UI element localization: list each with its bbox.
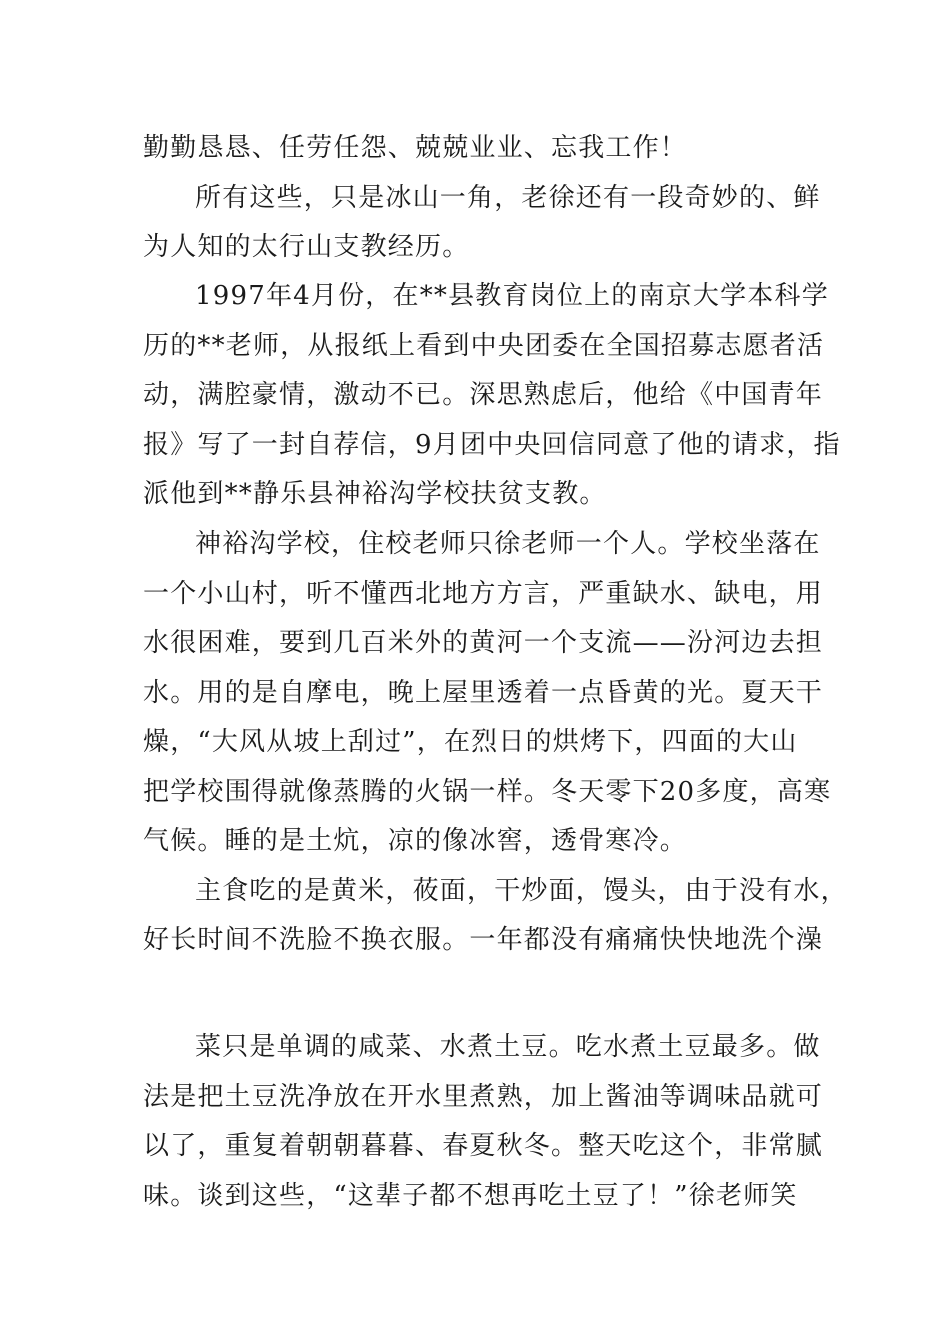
text-line-2: 所有这些，只是冰山一角，老徐还有一段奇妙的、鲜 [195, 183, 821, 213]
text-line-6: 动，满腔豪情，激动不已。深思熟虑后，他给《中国青年 [143, 380, 824, 410]
text-line-4: 1997年4月份，在**县教育岗位上的南京大学本科学 [195, 281, 829, 311]
text-line-1: 勤勤恳恳、任劳任怨、兢兢业业、忘我工作！ [143, 133, 688, 163]
text-line-8: 派他到**静乐县神裕沟学校扶贫支教。 [143, 479, 607, 509]
text-line-10: 一个小山村，听不懂西北地方方言，严重缺水、缺电，用 [143, 579, 824, 609]
text-line-11: 水很困难，要到几百米外的黄河一个支流——汾河边去担 [143, 628, 824, 658]
text-line-16: 主食吃的是黄米，莜面，干炒面，馒头，由于没有水， [195, 876, 848, 906]
text-line-19: 法是把土豆洗净放在开水里煮熟，加上酱油等调味品就可 [143, 1082, 824, 1112]
text-line-12: 水。用的是自摩电，晚上屋里透着一点昏黄的光。夏天干 [143, 678, 824, 708]
text-line-9: 神裕沟学校，住校老师只徐老师一个人。学校坐落在 [195, 529, 821, 559]
text-line-21: 味。谈到这些，“这辈子都不想再吃土豆了！”徐老师笑 [143, 1181, 798, 1211]
text-line-3: 为人知的太行山支教经历。 [143, 232, 470, 262]
text-line-5: 历的**老师，从报纸上看到中央团委在全国招募志愿者活 [143, 331, 825, 361]
text-line-14: 把学校围得就像蒸腾的火锅一样。冬天零下20多度，高寒 [143, 777, 832, 807]
text-line-17: 好长时间不洗脸不换衣服。一年都没有痛痛快快地洗个澡 [143, 925, 824, 955]
text-line-18: 菜只是单调的咸菜、水煮土豆。吃水煮土豆最多。做 [195, 1032, 821, 1062]
text-line-7: 报》写了一封自荐信，9月团中央回信同意了他的请求，指 [143, 430, 841, 460]
text-line-20: 以了，重复着朝朝暮暮、春夏秋冬。整天吃这个，非常腻 [143, 1131, 824, 1161]
text-line-13: 燥，“大风从坡上刮过”，在烈日的烘烤下，四面的大山 [143, 727, 798, 757]
text-line-15: 气候。睡的是土炕，凉的像冰窖，透骨寒冷。 [143, 826, 688, 856]
